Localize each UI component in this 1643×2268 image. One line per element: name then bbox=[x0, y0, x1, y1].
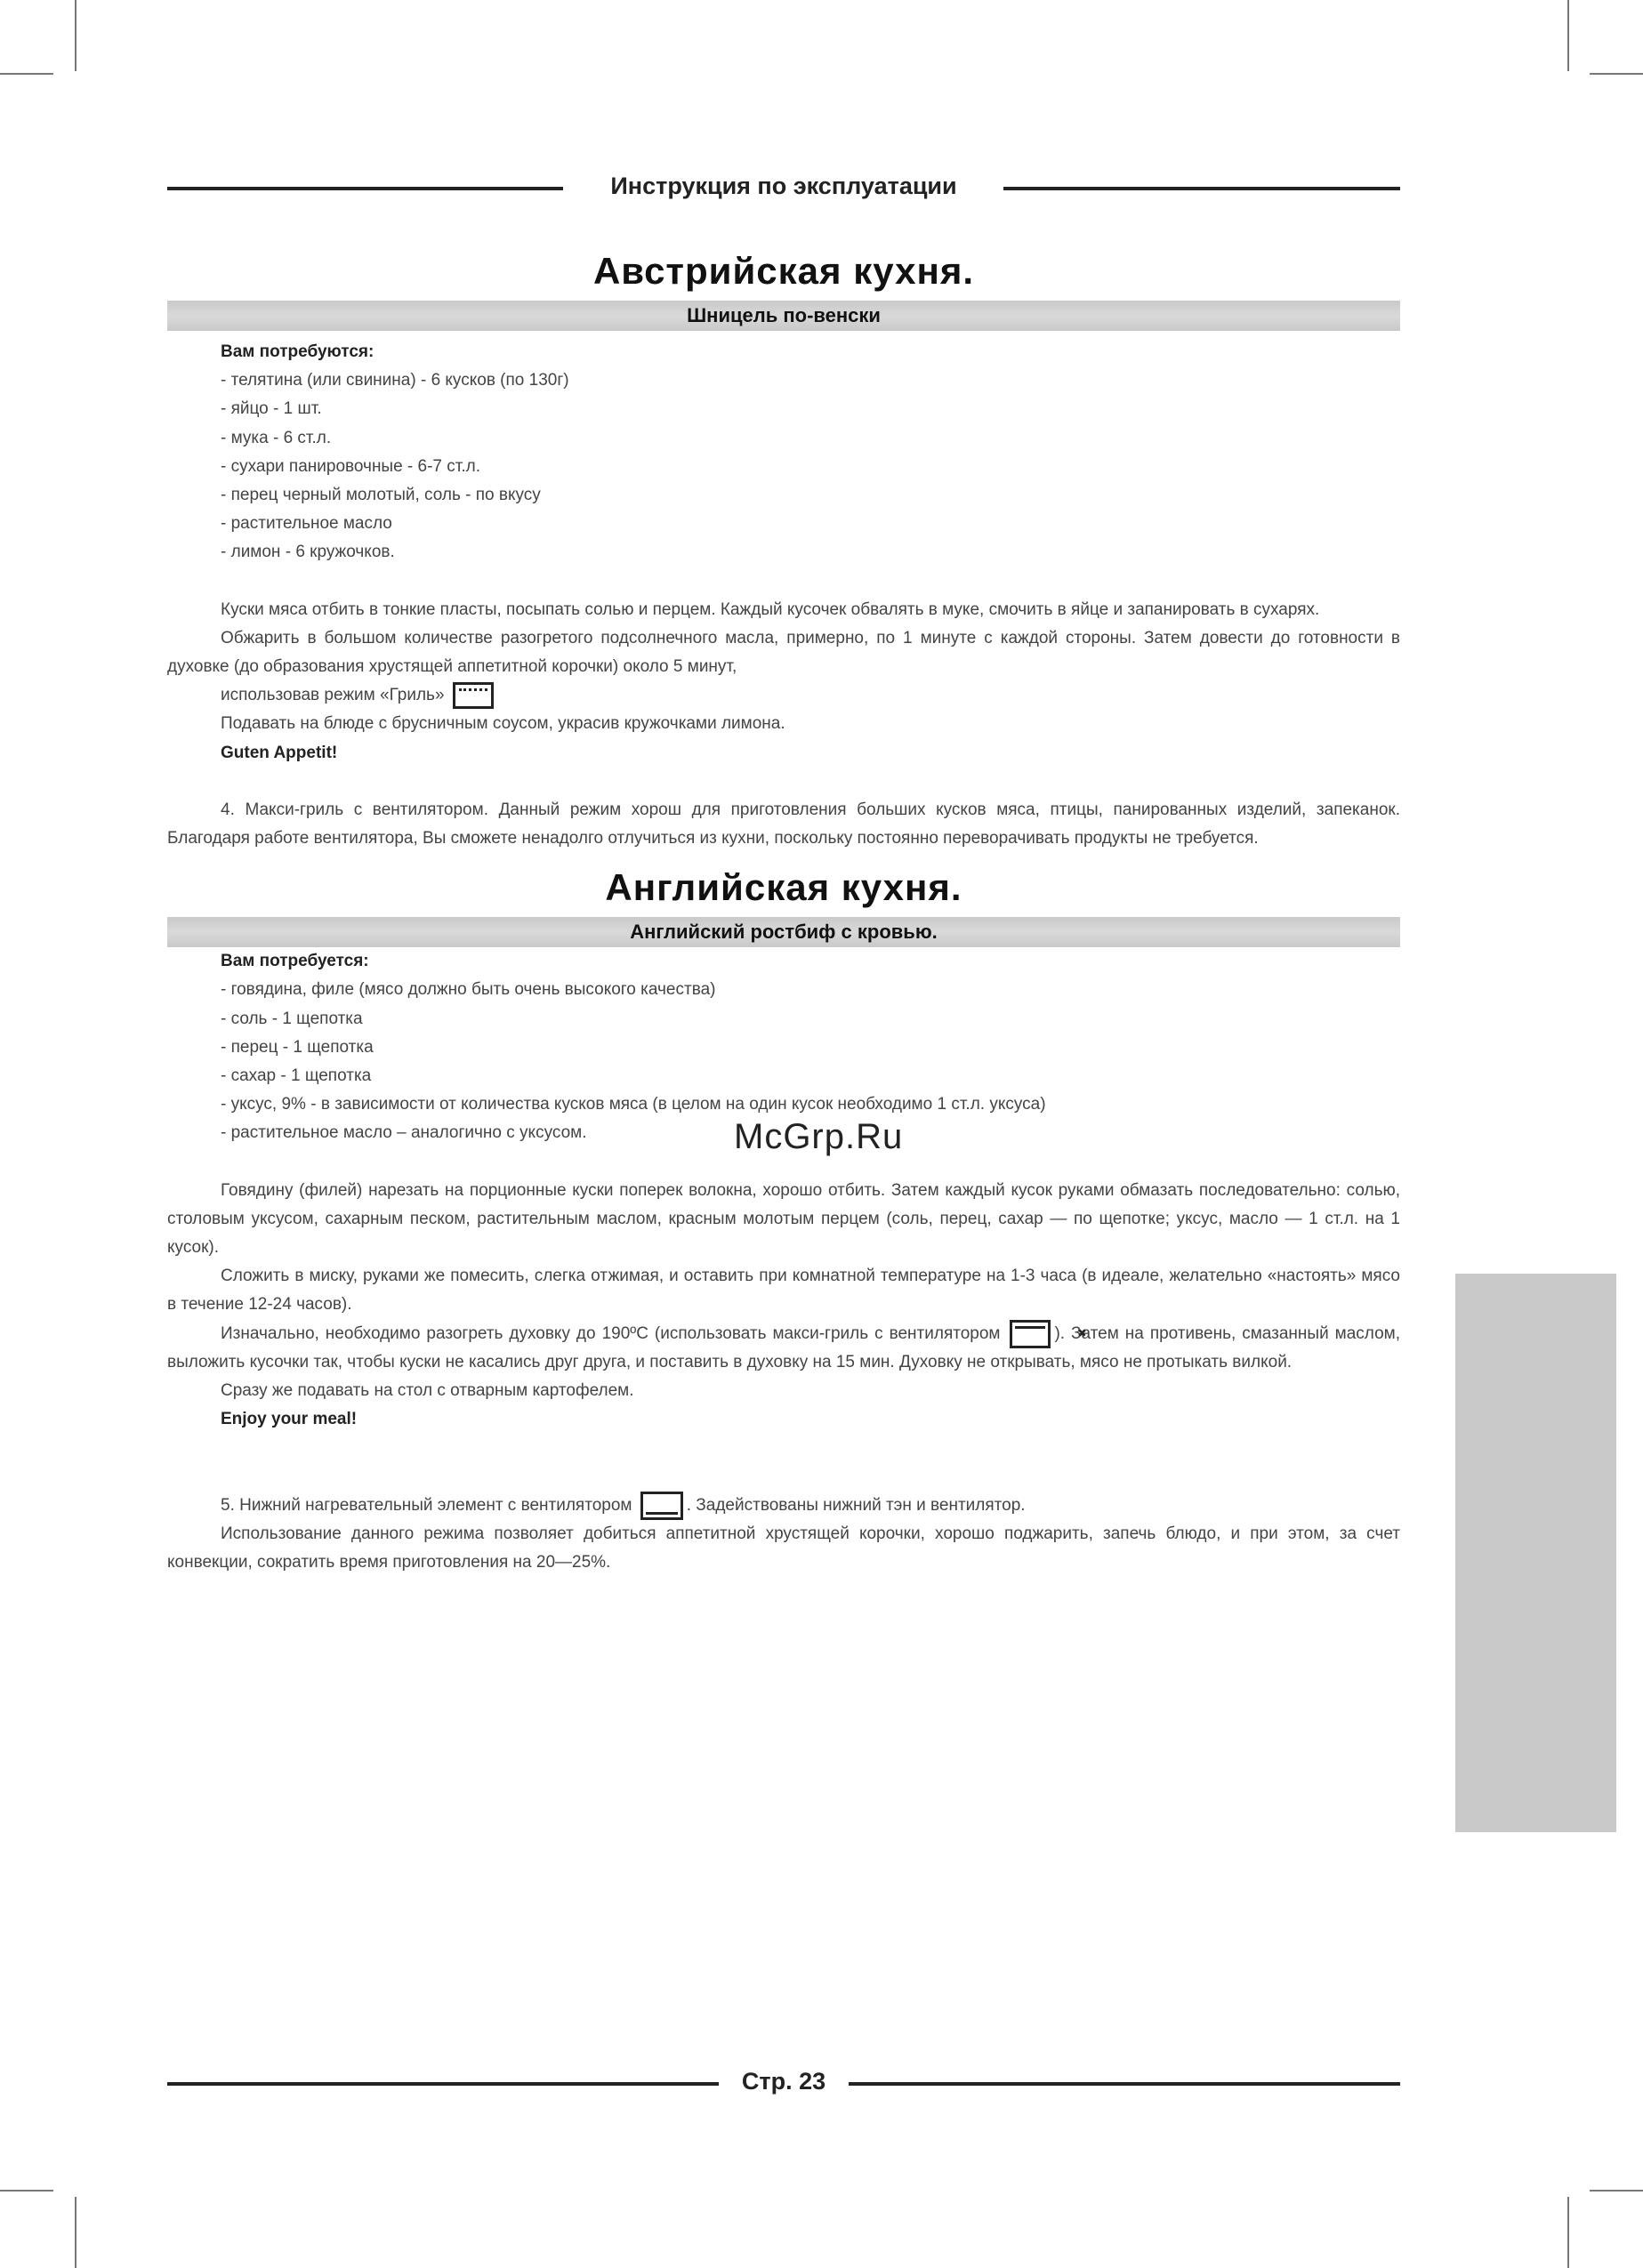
ingredient-item: - сахар - 1 щепотка bbox=[221, 1066, 372, 1086]
crop-mark bbox=[0, 2190, 53, 2192]
paragraph: Подавать на блюде с брусничным соусом, украсив кружочками лимона. bbox=[221, 714, 785, 734]
ingredient-item: - уксус, 9% - в зависимости от количества кусков мяса (в целом на один кусок необходимо 1 ст.л. уксуса) bbox=[221, 1095, 1046, 1114]
crop-mark bbox=[1567, 0, 1569, 71]
grill-icon bbox=[453, 682, 494, 709]
page-number-wrap bbox=[167, 2068, 1400, 2095]
mode5-text: 5. Нижний нагревательный элемент с вентилятором bbox=[221, 1495, 632, 1515]
recipe-band-schnitzel: Шницель по-венски bbox=[167, 301, 1400, 331]
ingredient-item: - сухари панировочные - 6-7 ст.л. bbox=[221, 456, 481, 476]
ingredient-item: - перец черный молотый, соль - по вкусу bbox=[221, 486, 541, 505]
paragraph: Сложить в миску, руками же помесить, слегка отжимая, и оставить при комнатной температуре на 1-3 часа (в идеале, желательно «настоять» мясо в течение 12-24 часов). bbox=[167, 1267, 1400, 1315]
recipe-band-roastbeef: Английский ростбиф с кровью. bbox=[167, 917, 1400, 947]
ingredient-item: - лимон - 6 кружочков. bbox=[221, 543, 395, 562]
page-header bbox=[167, 173, 1400, 205]
watermark: McGrp.Ru bbox=[734, 1117, 904, 1156]
ingredient-item: - мука - 6 ст.л. bbox=[221, 428, 332, 447]
ingredient-item: - яйцо - 1 шт. bbox=[221, 399, 322, 419]
closing-phrase: Guten Appetit! bbox=[221, 743, 338, 762]
page-footer bbox=[167, 2068, 1400, 2100]
crop-mark bbox=[75, 2197, 77, 2268]
page-content bbox=[167, 242, 1400, 1577]
crop-mark bbox=[1590, 73, 1643, 75]
paragraph: Куски мяса отбить в тонкие пласты, посыпать солью и перцем. Каждый кусочек обвалять в муке, смочить в яйце и запанировать в сухарях. bbox=[221, 599, 1320, 619]
header-title-wrap bbox=[167, 173, 1400, 200]
needs-label: Вам потребуются: bbox=[221, 342, 375, 361]
mode5-text-cont: . Задействованы нижний тэн и вентилятор. bbox=[686, 1495, 1026, 1515]
page-number: Стр. 23 bbox=[722, 2068, 845, 2095]
paragraph: Обжарить в большом количестве разогретого подсолнечного масла, примерно, по 1 минуте с каждой стороны. Затем довести до готовности в духовке (до образования хрустящей аппетитной корочки) около 5 минут, bbox=[167, 628, 1400, 677]
paragraph-grill bbox=[167, 681, 1400, 710]
mode-description: 4. Макси-гриль с вентилятором. Данный режим хорош для приготовления больших кусков мяса, птицы, панированных изделий, запеканок. Благодаря работе вентилятора, Вы сможете ненадолго отлучиться из кухни, поскольку постоянно переворачивать продукты не требуется. bbox=[167, 800, 1400, 848]
fan-grill-text: Изначально, необходимо разогреть духовку до 190ºС (использовать макси-гриль с вентилятором bbox=[221, 1323, 1001, 1343]
ingredient-item: - растительное масло bbox=[221, 514, 392, 534]
crop-mark bbox=[0, 73, 53, 75]
paragraph-fan-grill bbox=[167, 1320, 1400, 1377]
bottom-heater-fan-icon bbox=[640, 1492, 683, 1520]
crop-mark bbox=[1590, 2190, 1643, 2192]
closing-phrase: Enjoy your meal! bbox=[221, 1410, 358, 1429]
header-title: Инструкция по эксплуатации bbox=[591, 173, 976, 199]
ingredient-item: - телятина (или свинина) - 6 кусков (по 130г) bbox=[221, 371, 569, 390]
ingredient-item: - растительное масло – аналогично с уксусом. bbox=[221, 1123, 587, 1143]
mode-description bbox=[167, 1492, 1400, 1520]
mode-description: Использование данного режима позволяет добиться аппетитной хрустящей корочки, хорошо поджарить, запечь блюдо, и при этом, за счет конвекции, сократить время приготовления на 20—25%. bbox=[167, 1524, 1400, 1572]
section-title-english: Английская кухня. bbox=[605, 866, 962, 909]
fan-grill-text-cont: ). Затем на противень, смазанный маслом, выложить кусочки так, чтобы куски не касались друг друга, и поставить в духовку на 15 мин. Духовку не открывать, мясо не протыкать вилкой. bbox=[167, 1323, 1400, 1371]
paragraph: Говядину (филей) нарезать на порционные куски поперек волокна, хорошо отбить. Затем каждый кусок руками обмазать последовательно: солью, столовым уксусом, сахарным песком, растительным маслом, красным молотым перцем (соль, перец, сахар — по щепотке; уксус, масло — 1 ст.л. на 1 кусок). bbox=[167, 1180, 1400, 1258]
crop-mark bbox=[75, 0, 77, 71]
grill-text: использовав режим «Гриль» bbox=[221, 686, 445, 705]
ingredient-item: - говядина, филе (мясо должно быть очень высокого качества) bbox=[221, 980, 716, 1000]
ingredient-item: - соль - 1 щепотка bbox=[221, 1009, 363, 1028]
ingredient-item: - перец - 1 щепотка bbox=[221, 1037, 374, 1057]
side-tab bbox=[1455, 1274, 1616, 1832]
crop-mark bbox=[1567, 2197, 1569, 2268]
section-title-austrian: Австрийская кухня. bbox=[592, 250, 975, 292]
fan-grill-icon bbox=[1010, 1320, 1051, 1348]
paragraph: Сразу же подавать на стол с отварным картофелем. bbox=[221, 1381, 634, 1401]
needs-label: Вам потребуется: bbox=[221, 952, 369, 971]
